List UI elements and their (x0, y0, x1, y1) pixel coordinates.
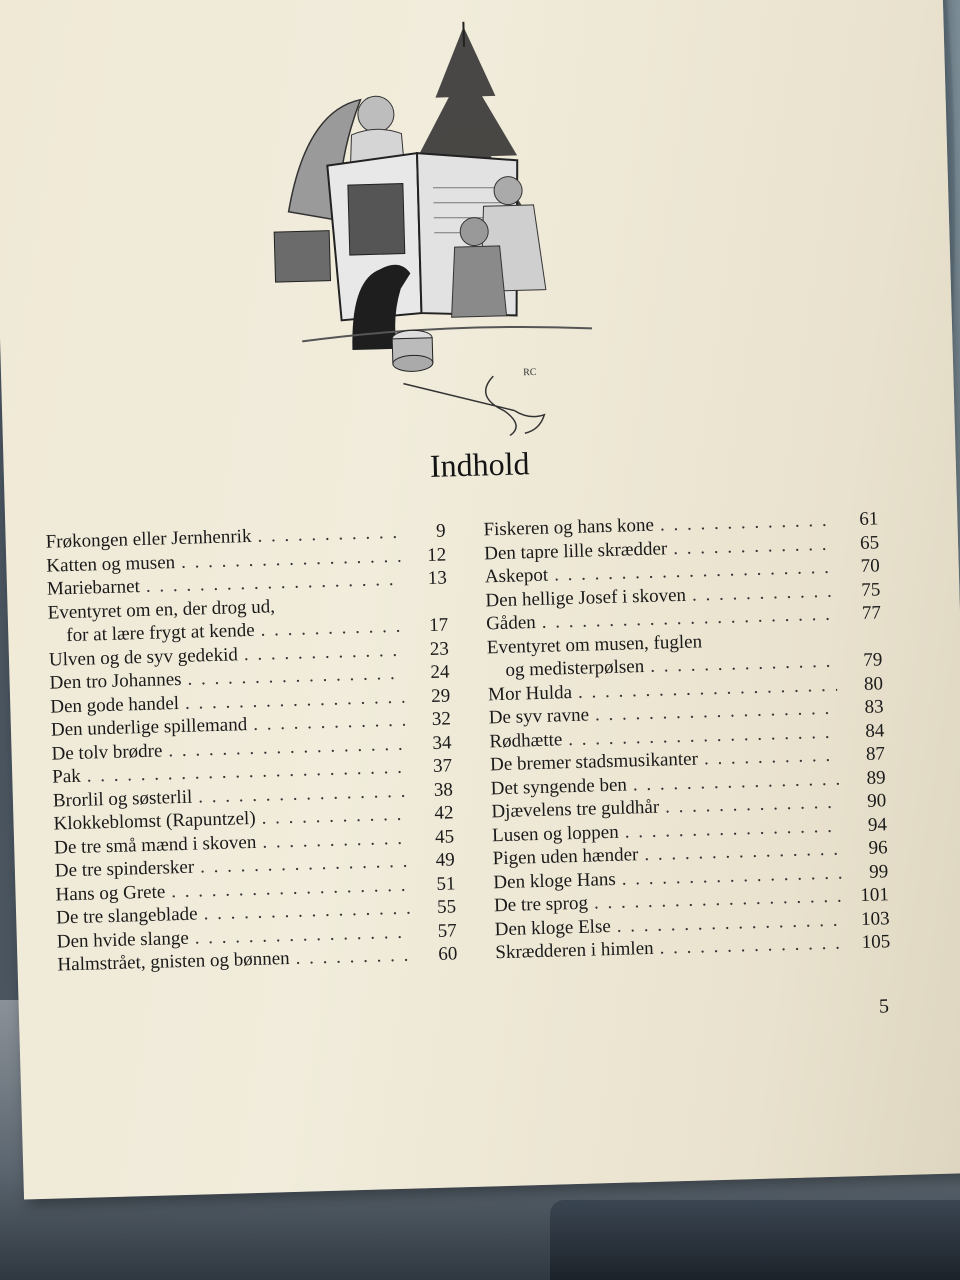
toc-entry-page: 37 (432, 755, 453, 777)
christmas-illustration (263, 13, 615, 442)
toc-entry-page: 13 (427, 567, 448, 590)
toc-entry-title: Den underlige spillemand (50, 714, 248, 741)
toc-entry-page: 94 (867, 813, 888, 836)
toc-entry-title: Fiskeren og hans kone (483, 514, 655, 541)
toc-entry-title: Askepot (484, 564, 549, 588)
toc-entry-page: 38 (433, 778, 454, 801)
toc-entry-page: 17 (428, 614, 449, 636)
toc-entry-title: De tre spindersker (54, 856, 195, 882)
toc-entry-title: Mariebarnet (46, 576, 141, 600)
toc-entry-title: og medisterpølsen (505, 656, 645, 681)
toc-entry-title: De tre sprog (493, 892, 589, 917)
toc-entry-page: 96 (868, 837, 888, 859)
toc-entry-page: 29 (430, 684, 451, 707)
toc-entry-page: 75 (861, 578, 881, 601)
toc-leader-dots (295, 944, 411, 971)
toc-entry-title: Det syngende ben (490, 774, 628, 799)
toc-entry-title: Eventyret om en, der drog ud, (47, 595, 276, 624)
toc-entry-title: Frøkongen eller Jernhenrik (45, 525, 252, 553)
toc-entry-title: Lusen og loppen (491, 821, 619, 846)
toc-entry-page: 32 (431, 708, 452, 730)
toc-entry-page: 55 (436, 896, 457, 918)
toc-entry-title: Gåden (485, 612, 537, 635)
toc-entry-title: Den gode handel (50, 692, 180, 718)
toc-entry-title: De syv ravne (488, 704, 590, 729)
toc-entry-title: Ulven og de syv gedekid (48, 643, 239, 671)
toc-entry-page: 60 (438, 943, 458, 965)
toc-entry-title: Pak (51, 765, 82, 788)
toc-entry-page: 90 (866, 790, 887, 812)
toc-entry-page: 103 (860, 907, 890, 930)
toc-entry-title: De tolv brødre (51, 739, 163, 765)
toc-entry-title: Mor Hulda (487, 681, 573, 705)
toc-entry-title: Den tapre lille skrædder (483, 537, 668, 564)
toc-entry-title: for at lære frygt at kende (66, 619, 255, 647)
toc-entry-page: 49 (435, 849, 456, 871)
toc-entry-page: 57 (437, 919, 458, 942)
toc-entry-title: Den kloge Hans (493, 868, 617, 893)
toc-entry-page: 79 (863, 649, 883, 671)
toc-entry-page: 34 (432, 731, 452, 754)
toc-entry-title: Brorlil og søsterlil (52, 786, 193, 812)
page-number: 5 (878, 995, 890, 1018)
toc-entry-title: Djævelens tre guldhår (491, 796, 660, 823)
toc-leader-dots (659, 932, 844, 961)
toc-entry-title: Den tro Johannes (49, 668, 182, 694)
toc-entry-title: Eventyret om musen, fuglen (486, 630, 703, 658)
toc-entry-page: 42 (434, 802, 454, 824)
toc-entry-page: 77 (861, 602, 882, 624)
toc-entry-title: De tre små mænd i skoven (53, 831, 257, 859)
toc-entry-page: 105 (861, 931, 891, 954)
toc-entry-title: De bremer stadsmusikanter (489, 748, 699, 776)
toc-entry-page: 61 (859, 508, 879, 530)
toc-entry-title: Katten og musen (46, 551, 176, 577)
toc-entry-title: Pigen uden hænder (492, 844, 639, 870)
page-title: Indhold (429, 445, 530, 484)
toc-entry-page: 9 (435, 520, 446, 542)
toc-entry-page: 80 (863, 672, 884, 695)
illustration-signature: RC (523, 366, 537, 379)
toc-entry-page: 45 (434, 825, 455, 848)
toc-entry-title: Den kloge Else (494, 915, 612, 940)
toc-entry-title: Den hvide slange (56, 927, 190, 953)
toc-entry-page: 12 (426, 543, 447, 566)
toc-entry-page: 23 (429, 637, 450, 660)
toc-entry-page: 89 (866, 766, 886, 789)
toc-entry-title: De tre slangeblade (55, 903, 198, 929)
toc-entry-page: 24 (430, 661, 450, 683)
toc-entry-page: 70 (860, 555, 880, 577)
toc-left-column (45, 519, 457, 976)
toc-entry-page: 65 (859, 531, 880, 554)
toc-entry-title: Rødhætte (489, 728, 563, 752)
background-tray (550, 1200, 960, 1280)
toc-entry-title: Hans og Grete (55, 880, 166, 906)
toc-entry-title: Den hellige Josef i skoven (485, 584, 687, 611)
toc-entry-page: 87 (865, 743, 886, 765)
toc-entry-title: Skrædderen i himlen (495, 937, 654, 964)
toc-entry-title: Klokkeblomst (Rapuntzel) (53, 807, 256, 835)
toc-entry-page: 99 (868, 860, 889, 883)
toc-entry-page: 83 (864, 696, 884, 718)
toc-right-column (483, 507, 890, 964)
toc-entry-page: 84 (865, 719, 885, 742)
toc-entry-title: Halmstrået, gnisten og bønnen (57, 948, 290, 976)
toc-entry-page: 101 (860, 884, 890, 907)
toc-entry-page: 51 (436, 872, 456, 895)
